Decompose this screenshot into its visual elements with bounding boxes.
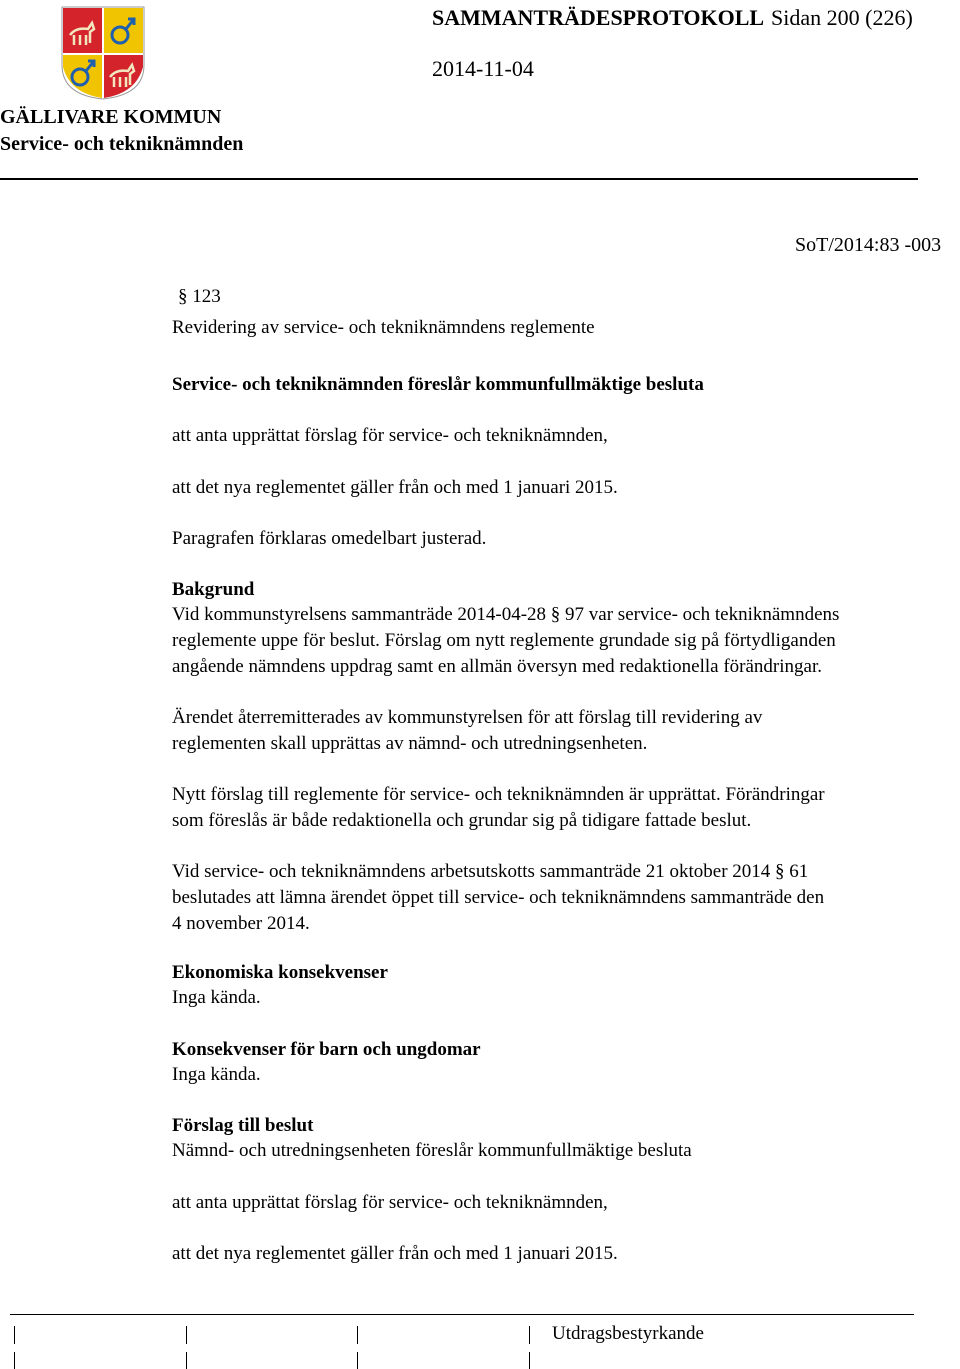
protocol-title: SAMMANTRÄDESPROTOKOLL — [432, 5, 765, 30]
background-text: angående nämndens uppdrag samt en allmän översyn med redaktionella förändringar. — [172, 656, 822, 677]
meeting-date: 2014-11-04 — [432, 56, 534, 81]
background-paragraph-2 — [172, 705, 954, 757]
certified-label: Utdragsbestyrkande — [552, 1323, 704, 1344]
signature-box-divider — [529, 1352, 530, 1369]
background-heading: Bakgrund — [172, 579, 255, 600]
economic-heading: Ekonomiska konsekvenser — [172, 962, 388, 983]
signature-box-divider — [186, 1326, 187, 1344]
coat-of-arms-logo — [60, 5, 146, 101]
decision-item: att det nya reglementet gäller från och med 1 januari 2015. — [172, 1243, 618, 1264]
section-number-value: 123 — [192, 286, 221, 307]
page-number: Sidan 200 (226) — [771, 5, 913, 30]
background-paragraph-1: Vid kommunstyrelsens sammanträde 2014-04-28 § 97 var service- och tekniknämndens reglemente uppe för beslut. Förslag om nytt reglemente grundade sig på förtydliganden angående nämndens uppdrag samt en allmän översyn med redaktionella förändringar. — [172, 602, 954, 680]
proposal-item: att det nya reglementet gäller från och med 1 januari 2015. — [172, 477, 618, 498]
background-paragraph-3 — [172, 782, 954, 834]
section-number — [178, 286, 221, 308]
background-text: Vid kommunstyrelsens sammanträde 2014-04-28 — [172, 604, 547, 625]
signature-box-divider — [14, 1352, 15, 1369]
proposal-item: att anta upprättat förslag för service- och tekniknämnden, — [172, 425, 608, 446]
economic-text: Inga kända. — [172, 987, 261, 1008]
children-text: Inga kända. — [172, 1064, 261, 1085]
background-text: reglemente uppe för beslut. Förslag om nytt reglemente grundade sig på förtydliganden — [172, 630, 836, 651]
case-number: SoT/2014:83 -003 — [795, 234, 942, 256]
background-paragraph-4: Vid service- och tekniknämndens arbetsutskotts sammanträde 21 oktober 2014 § 61 beslutades att lämna ärendet öppet till service- och tekniknämndens sammanträde den 4 november 2014. — [172, 859, 954, 937]
decision-heading: Förslag till beslut — [172, 1115, 314, 1136]
footer-divider — [10, 1314, 914, 1315]
children-heading: Konsekvenser för barn och ungdomar — [172, 1039, 481, 1060]
background-text: Vid service- och tekniknämndens arbetsutskotts sammanträde 21 oktober 2014 — [172, 861, 771, 882]
board-name: Service- och tekniknämnden — [0, 133, 244, 155]
background-text: 4 november 2014. — [172, 913, 310, 934]
section-symbol: § — [178, 286, 188, 307]
proposal-heading: Service- och tekniknämnden föreslår kommunfullmäktige besluta — [172, 374, 704, 395]
signature-box-divider — [186, 1352, 187, 1369]
justification-note: Paragrafen förklaras omedelbart justerad. — [172, 528, 487, 549]
background-text: 97 var service- och tekniknämndens — [565, 604, 840, 625]
signature-box-divider — [357, 1326, 358, 1344]
section-title: Revidering av service- och tekniknämndens reglemente — [172, 317, 595, 338]
municipality-name: GÄLLIVARE KOMMUN — [0, 106, 222, 128]
decision-item: att anta upprättat förslag för service- och tekniknämnden, — [172, 1192, 608, 1213]
header-divider — [0, 178, 918, 180]
signature-box-divider — [14, 1326, 15, 1344]
background-text: reglementen skall upprättas av nämnd- och utredningsenheten. — [172, 733, 648, 754]
background-text: som föreslås är både redaktionella och grundar sig på tidigare fattade beslut. — [172, 810, 752, 831]
background-text: Nytt förslag till reglemente för service- och tekniknämnden är upprättat. Förändringar — [172, 784, 825, 805]
background-text: 61 — [789, 861, 809, 882]
background-text: beslutades att lämna ärendet öppet till service- och tekniknämndens sammanträde den — [172, 887, 825, 908]
signature-box-divider — [357, 1352, 358, 1369]
decision-intro: Nämnd- och utredningsenheten föreslår kommunfullmäktige besluta — [172, 1140, 692, 1161]
signature-box-divider — [529, 1326, 530, 1344]
background-text: Ärendet återremitterades av kommunstyrelsen för att förslag till revidering av — [172, 707, 763, 728]
